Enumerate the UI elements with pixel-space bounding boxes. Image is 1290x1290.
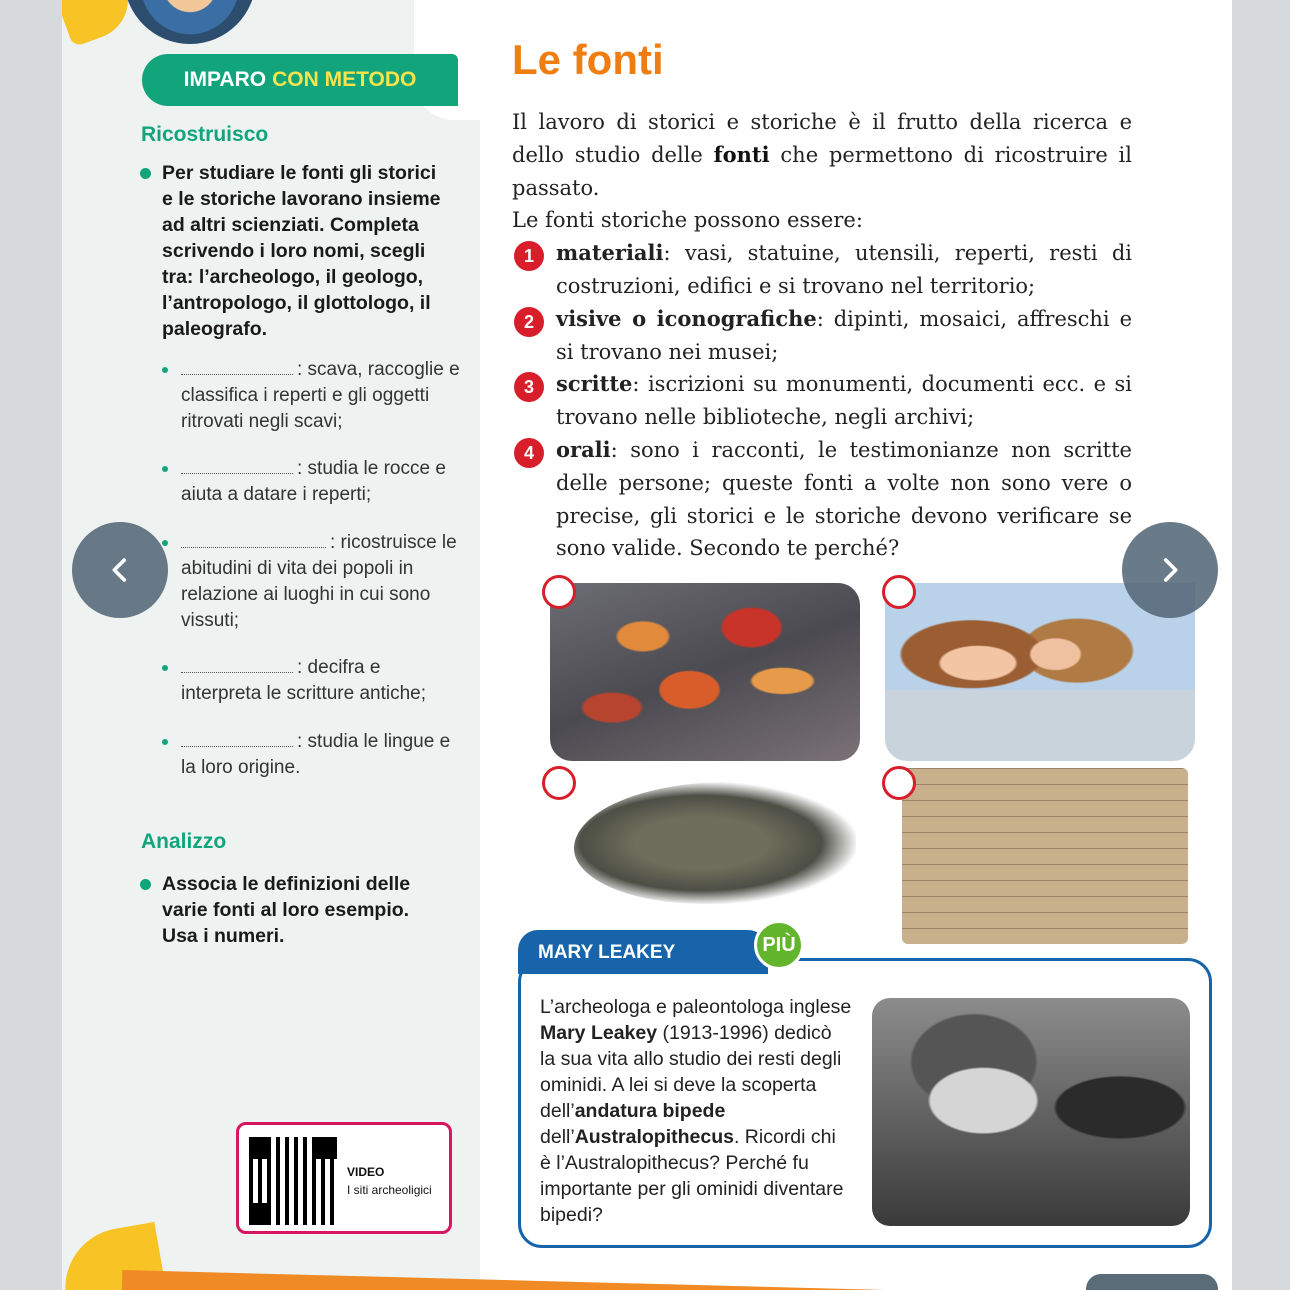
answer-circle[interactable] [882,766,916,800]
handwritten-letter-image [902,768,1188,944]
orange-stripe [122,1270,1022,1290]
answer-blank[interactable] [181,530,326,548]
source-item: 2 visive o iconografiche: dipinti, mosaici, affreschi e si trovano nei musei; [512,303,1132,369]
number-badge: 1 [514,241,544,271]
section-heading-ricostruisco: Ricostruisco [141,123,269,146]
video-qr-card[interactable] [236,1122,452,1234]
flint-stone-image [574,782,856,904]
answer-circle[interactable] [542,575,576,609]
instruction-analizzo: Associa le definizioni delle varie fonti al loro esempio. Usa i numeri. [140,871,450,949]
number-badge: 4 [514,438,544,468]
page-title: Le fonti [512,36,664,83]
answer-circle[interactable] [882,575,916,609]
number-badge: 2 [514,307,544,337]
qr-title: VIDEO [347,1165,385,1179]
answer-blank[interactable] [181,729,293,747]
piu-badge: PIÙ [754,920,804,970]
list-item [162,530,462,634]
chevron-right-icon [1153,553,1187,587]
answer-blank[interactable] [181,357,293,375]
leakey-text: L’archeologa e paleontologa inglese Mary Leakey (1913-1996) dedicò la sua vita allo studio dei resti degli ominidi. A lei si deve la scoperta dell’andatura bipede dell’Australopithecus. Ricordi chi è l’Australopithecus? Perché fu importante per gli ominidi diventare bipedi? [540,996,852,1226]
list-item [162,729,462,781]
bottom-toolbar-handle[interactable] [1086,1274,1218,1290]
leakey-photo [872,998,1190,1226]
item-text: : ricostruisce le abitudini di vita dei popoli in relazione ai luoghi in cui sono vissuti; [181,532,457,631]
section-heading-analizzo: Analizzo [141,830,227,853]
qr-code-icon[interactable] [249,1137,337,1225]
banner-text-1: IMPARO [183,68,267,91]
qr-subtitle: I siti archeoligici [347,1183,432,1197]
number-badge: 3 [514,372,544,402]
source-item: 4 orali: sono i racconti, le testimonianze non scritte delle persone; queste fonti a volte non sono vere o precise, gli storici e le storiche devono verificare se sono valide. Secondo te perché? [512,434,1132,565]
answer-circle[interactable] [542,766,576,800]
item-text: : decifra e interpreta le scritture antiche; [181,657,427,704]
banner-text-2: CON METODO [272,68,417,91]
list-item [162,357,462,435]
previous-page-button[interactable] [72,522,168,618]
textbook-page [62,0,1232,1290]
leakey-tab: MARY LEAKEY [518,930,768,974]
answer-blank[interactable] [181,456,293,474]
chevron-left-icon [103,553,137,587]
source-item: 3 scritte: iscrizioni su monumenti, documenti ecc. e si trovano nelle biblioteche, negli archivi; [512,368,1132,434]
list-item [162,655,462,707]
instruction-ricostruisco: Per studiare le fonti gli storici e le storiche lavorano insieme ad altri scienziati. Completa scrivendo i loro nomi, scegli tra: l’archeologo, il geologo, l’antropologo, il glottologo, il paleografo. [140,160,450,342]
answer-blank[interactable] [181,655,293,673]
next-page-button[interactable] [1122,522,1218,618]
intro-list-lead: Le fonti storiche possono essere: [512,208,863,232]
item-text: : scava, raccoglie e classifica i reperti e gli oggetti ritrovati negli scavi; [181,359,460,432]
item-text: : studia le lingue e la loro origine. [181,731,451,778]
intro-paragraph: Il lavoro di storici e storiche è il frutto della ricerca e dello studio delle fonti che permettono di ricostruire il passato. [512,110,1132,200]
item-text: : studia le rocce e aiuta a datare i reperti; [181,458,446,505]
method-banner [142,54,458,106]
list-item [162,456,462,508]
cave-painting-image [550,583,860,761]
source-item: 1 materiali: vasi, statuine, utensili, reperti, resti di costruzioni, edifici e si trovano nel territorio; [512,237,1132,303]
